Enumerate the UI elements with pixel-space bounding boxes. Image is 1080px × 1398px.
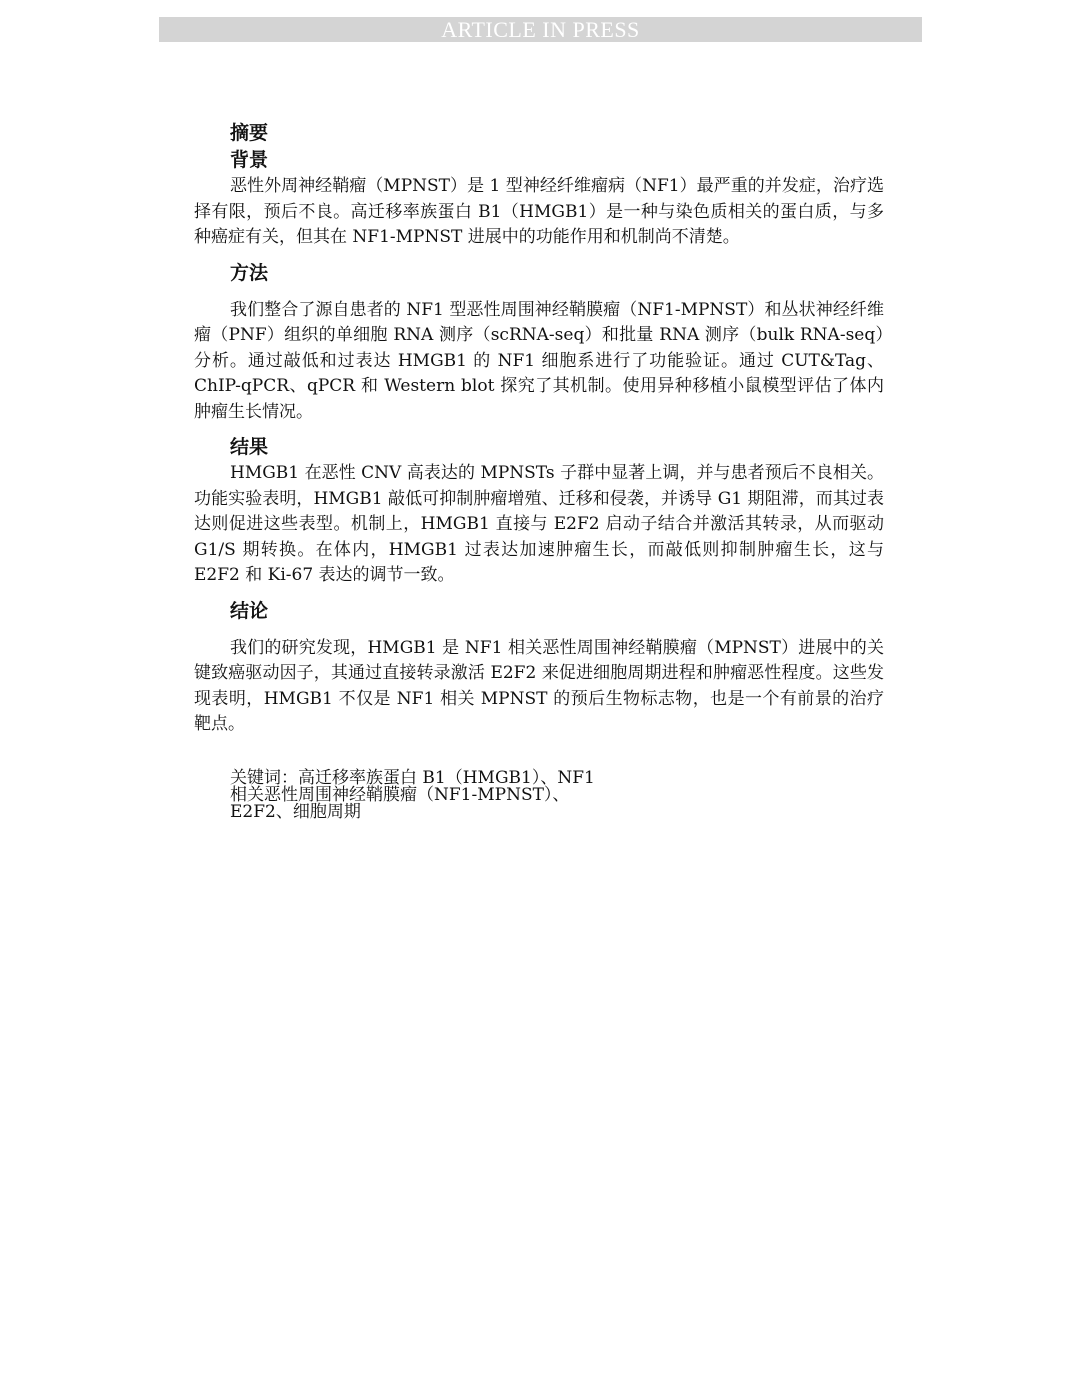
article-in-press-banner: ARTICLE IN PRESS [159, 17, 922, 42]
section-heading-background: 背景 [230, 149, 269, 171]
section-text-conclusion: 我们的研究发现，HMGB1 是 NF1 相关恶性周围神经鞘膜瘤（MPNST）进展中的关键致癌驱动因子，其通过直接转录激活 E2F2 来促进细胞周期进程和肿瘤恶性程度。这些发现表明，HMGB1 不仅是 NF1 相关 MPNST 的预后生物标志物，也是一个有前景的治疗靶点。 [194, 637, 884, 734]
abstract [194, 120, 884, 821]
section-heading-conclusion: 结论 [230, 599, 269, 622]
keywords-line-3: E2F2、细胞周期 [230, 801, 361, 822]
abstract-title: 摘要 [230, 122, 269, 144]
section-heading-results: 结果 [230, 436, 269, 458]
keywords [194, 767, 650, 822]
section-text-methods: 我们整合了源自患者的 NF1 型恶性周围神经鞘膜瘤（NF1-MPNST）和丛状神经纤维瘤（PNF）组织的单细胞 RNA 测序（scRNA-seq）和批量 RNA 测序（bulk RNA-seq）分析。通过敲低和过表达 HMGB1 的 NF1 细胞系进行了功能验证。通过 CUT&Tag、ChIP-qPCR、qPCR 和 Western blot 探究了其机制。使用异种移植小鼠模型评估了体内肿瘤生长情况。 [194, 299, 884, 422]
keywords-line-1: 关键词：高迁移率族蛋白 B1（HMGB1）、NF1 [230, 767, 595, 788]
section-heading-methods: 方法 [230, 261, 269, 284]
section-text-background: 恶性外周神经鞘瘤（MPNST）是 1 型神经纤维瘤病（NF1）最严重的并发症，治疗选择有限，预后不良。高迁移率族蛋白 B1（HMGB1）是一种与染色质相关的蛋白质，与多种癌症有关，但其在 NF1-MPNST 进展中的功能作用和机制尚不清楚。 [194, 176, 884, 247]
keywords-line-2: 相关恶性周围神经鞘膜瘤（NF1-MPNST）、 [230, 784, 570, 805]
section-text-results: HMGB1 在恶性 CNV 高表达的 MPNSTs 子群中显著上调，并与患者预后不良相关。功能实验表明，HMGB1 敲低可抑制肿瘤增殖、迁移和侵袭，并诱导 G1 期阻滞，而其过表达则促进这些表型。机制上，HMGB1 直接与 E2F2 启动子结合并激活其转录，从而驱动 G1/S 期转换。在体内，HMGB1 过表达加速肿瘤生长，而敲低则抑制肿瘤生长，这与 E2F2 和 Ki-67 表达的调节一致。 [194, 463, 884, 585]
